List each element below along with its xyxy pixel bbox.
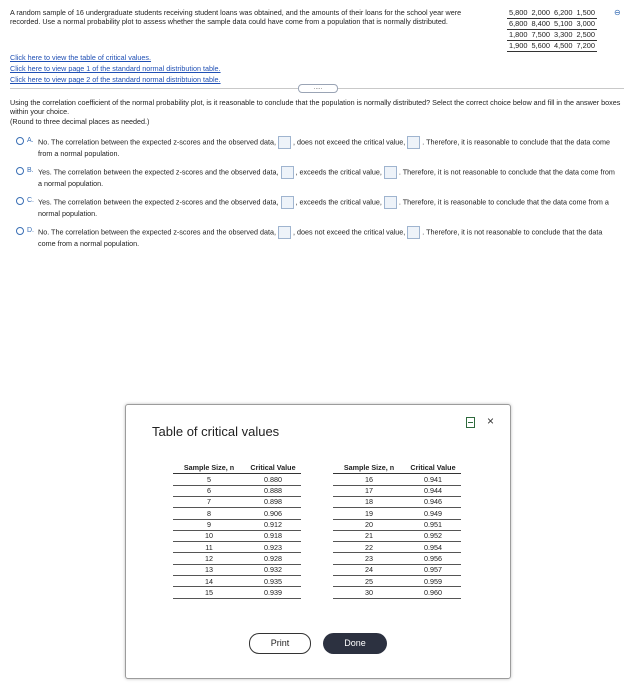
answer-box-critical[interactable] bbox=[407, 226, 420, 239]
critical-value-cell: 0.949 bbox=[405, 508, 461, 519]
sample-size-cell: 20 bbox=[333, 519, 405, 530]
choice-text-3: Therefore, it is not reasonable to conclude that the data come from a normal population. bbox=[38, 167, 615, 188]
column-header-sample-size: Sample Size, n bbox=[173, 463, 245, 474]
data-cell: 5,100 bbox=[554, 19, 573, 29]
choice-letter: A. bbox=[27, 137, 34, 144]
choice-text-1: Yes. The correlation between the expected z-scores and the observed data, bbox=[38, 197, 279, 207]
resource-links bbox=[10, 52, 221, 85]
radio-d[interactable] bbox=[16, 227, 24, 235]
column-header-critical-value: Critical Value bbox=[245, 463, 301, 474]
choice-text-3: Therefore, it is reasonable to conclude that the data come from a normal population. bbox=[38, 137, 610, 158]
data-cell: 4,500 bbox=[554, 41, 573, 51]
table-row bbox=[333, 530, 461, 541]
print-button[interactable]: Print bbox=[249, 633, 311, 654]
sample-size-cell: 8 bbox=[173, 508, 245, 519]
table-row bbox=[173, 474, 301, 485]
loan-data-table bbox=[507, 8, 597, 52]
minimize-icon[interactable] bbox=[466, 417, 475, 428]
problem-intro: A random sample of 16 undergraduate students receiving student loans was obtained, and the amounts of their loans for the school year were recorded. Use a normal probability plot to assess whether the sample data could have come from a population that is normally distributed. bbox=[10, 8, 462, 27]
data-row bbox=[507, 41, 597, 52]
answer-box-correlation[interactable] bbox=[278, 136, 291, 149]
choice-text-2: does not exceed the critical value, bbox=[297, 137, 406, 147]
data-row bbox=[507, 19, 597, 30]
table-row bbox=[173, 485, 301, 496]
answer-box-critical[interactable] bbox=[384, 166, 397, 179]
choice-text-2: exceeds the critical value, bbox=[299, 197, 382, 207]
dialog-title: Table of critical values bbox=[152, 424, 280, 439]
link-normal-table-page2[interactable]: Click here to view page 2 of the standard normal distribtuion table. bbox=[10, 75, 221, 84]
link-normal-table-page1[interactable]: Click here to view page 1 of the standard normal distribution table. bbox=[10, 64, 221, 73]
choice-text: No. The correlation between the expected z-scores and the observed data, , does not exceed the critical value, . Therefore, it is reasonable to conclude that the data come from a normal population. bbox=[38, 137, 610, 158]
critical-value-cell: 0.912 bbox=[245, 519, 301, 530]
question-prompt bbox=[10, 98, 625, 126]
sample-size-cell: 13 bbox=[173, 564, 245, 575]
data-cell: 2,500 bbox=[576, 30, 595, 40]
table-row bbox=[173, 587, 301, 598]
sample-size-cell: 17 bbox=[333, 485, 405, 496]
critical-value-cell: 0.946 bbox=[405, 496, 461, 507]
choice-text-2: does not exceed the critical value, bbox=[297, 227, 406, 237]
choice-text: Yes. The correlation between the expected z-scores and the observed data, , exceeds the critical value, . Therefore, it is reasonable to conclude that the data come from a normal population. bbox=[38, 197, 609, 218]
sample-size-cell: 9 bbox=[173, 519, 245, 530]
sample-size-cell: 18 bbox=[333, 496, 405, 507]
data-cell: 5,800 bbox=[509, 8, 528, 18]
sample-size-cell: 30 bbox=[333, 587, 405, 598]
sample-size-cell: 24 bbox=[333, 564, 405, 575]
sample-size-cell: 5 bbox=[173, 474, 245, 485]
choice-letter: B. bbox=[27, 167, 34, 174]
column-header-critical-value: Critical Value bbox=[405, 463, 461, 474]
critical-value-cell: 0.952 bbox=[405, 530, 461, 541]
choice-text: No. The correlation between the expected z-scores and the observed data, , does not exceed the critical value, . Therefore, it is not reasonable to conclude that the data come from a normal population. bbox=[38, 227, 603, 248]
sample-size-cell: 15 bbox=[173, 587, 245, 598]
answer-box-correlation[interactable] bbox=[281, 196, 294, 209]
critical-values-table-right bbox=[333, 463, 461, 599]
table-row bbox=[173, 576, 301, 587]
choice-letter: D. bbox=[27, 227, 34, 234]
table-row bbox=[333, 542, 461, 553]
table-row bbox=[173, 519, 301, 530]
sample-size-cell: 10 bbox=[173, 530, 245, 541]
radio-c[interactable] bbox=[16, 197, 24, 205]
sample-size-cell: 7 bbox=[173, 496, 245, 507]
answer-box-critical[interactable] bbox=[407, 136, 420, 149]
critical-value-cell: 0.941 bbox=[405, 474, 461, 485]
critical-value-cell: 0.935 bbox=[245, 576, 301, 587]
expand-button[interactable]: ..... bbox=[298, 84, 338, 93]
data-cell: 2,000 bbox=[531, 8, 550, 18]
critical-value-cell: 0.956 bbox=[405, 553, 461, 564]
critical-value-cell: 0.944 bbox=[405, 485, 461, 496]
data-cell: 1,900 bbox=[509, 41, 528, 51]
data-cell: 6,200 bbox=[554, 8, 573, 18]
sample-size-cell: 6 bbox=[173, 485, 245, 496]
critical-value-cell: 0.928 bbox=[245, 553, 301, 564]
table-row bbox=[333, 576, 461, 587]
data-row bbox=[507, 8, 597, 19]
data-cell: 8,400 bbox=[531, 19, 550, 29]
column-header-sample-size: Sample Size, n bbox=[333, 463, 405, 474]
choice-text-1: No. The correlation between the expected z-scores and the observed data, bbox=[38, 137, 276, 147]
critical-value-cell: 0.888 bbox=[245, 485, 301, 496]
critical-value-cell: 0.918 bbox=[245, 530, 301, 541]
table-row bbox=[173, 553, 301, 564]
sample-size-cell: 21 bbox=[333, 530, 405, 541]
critical-value-cell: 0.932 bbox=[245, 564, 301, 575]
table-row bbox=[333, 496, 461, 507]
data-cell: 1,800 bbox=[509, 30, 528, 40]
choice-letter: C. bbox=[27, 197, 34, 204]
critical-value-cell: 0.954 bbox=[405, 542, 461, 553]
critical-value-cell: 0.880 bbox=[245, 474, 301, 485]
sample-size-cell: 23 bbox=[333, 553, 405, 564]
data-cell: 1,500 bbox=[576, 8, 595, 18]
critical-value-cell: 0.939 bbox=[245, 587, 301, 598]
data-cell: 6,800 bbox=[509, 19, 528, 29]
round-note: (Round to three decimal places as needed.) bbox=[10, 116, 150, 126]
answer-box-correlation[interactable] bbox=[278, 226, 291, 239]
sample-size-cell: 19 bbox=[333, 508, 405, 519]
choice-text: Yes. The correlation between the expected z-scores and the observed data, , exceeds the critical value, . Therefore, it is not reasonable to conclude that the data come from a normal population. bbox=[38, 167, 615, 188]
table-row bbox=[333, 587, 461, 598]
table-row bbox=[333, 508, 461, 519]
sample-size-cell: 22 bbox=[333, 542, 405, 553]
critical-values-table-left bbox=[173, 463, 301, 599]
sample-size-cell: 16 bbox=[333, 474, 405, 485]
critical-value-cell: 0.959 bbox=[405, 576, 461, 587]
done-button[interactable]: Done bbox=[323, 633, 387, 654]
table-row bbox=[333, 519, 461, 530]
table-row bbox=[173, 496, 301, 507]
table-row bbox=[333, 553, 461, 564]
data-cell: 3,300 bbox=[554, 30, 573, 40]
data-cell: 5,600 bbox=[531, 41, 550, 51]
data-row bbox=[507, 30, 597, 41]
critical-value-cell: 0.957 bbox=[405, 564, 461, 575]
data-cell: 7,200 bbox=[576, 41, 595, 51]
sample-size-cell: 12 bbox=[173, 553, 245, 564]
answer-box-correlation[interactable] bbox=[281, 166, 294, 179]
critical-value-cell: 0.960 bbox=[405, 587, 461, 598]
choice-text-2: exceeds the critical value, bbox=[299, 167, 382, 177]
data-cell: 3,000 bbox=[576, 19, 595, 29]
sample-size-cell: 11 bbox=[173, 542, 245, 553]
critical-values-dialog bbox=[125, 404, 511, 679]
critical-value-cell: 0.951 bbox=[405, 519, 461, 530]
link-critical-values[interactable]: Click here to view the table of critical values. bbox=[10, 53, 152, 62]
table-row bbox=[333, 485, 461, 496]
question-text: Using the correlation coefficient of the normal probability plot, is it reasonable to conclude that the population is normally distributed? Select the correct choice below and fill in the answer boxes within your choice. bbox=[10, 98, 621, 117]
answer-box-critical[interactable] bbox=[384, 196, 397, 209]
sample-size-cell: 25 bbox=[333, 576, 405, 587]
table-row bbox=[173, 508, 301, 519]
table-row bbox=[173, 564, 301, 575]
close-icon[interactable]: × bbox=[487, 414, 495, 428]
radio-a[interactable] bbox=[16, 137, 24, 145]
critical-value-cell: 0.898 bbox=[245, 496, 301, 507]
table-row bbox=[173, 530, 301, 541]
critical-value-cell: 0.906 bbox=[245, 508, 301, 519]
table-row bbox=[333, 564, 461, 575]
data-cell: 7,500 bbox=[531, 30, 550, 40]
table-row bbox=[333, 474, 461, 485]
choice-text-3: Therefore, it is not reasonable to conclude that the data come from a normal population. bbox=[38, 227, 603, 248]
copy-data-icon[interactable]: ⊖ bbox=[614, 8, 621, 17]
radio-b[interactable] bbox=[16, 167, 24, 175]
choice-text-1: No. The correlation between the expected z-scores and the observed data, bbox=[38, 227, 276, 237]
choice-text-3: Therefore, it is reasonable to conclude that the data come from a normal population. bbox=[38, 197, 609, 218]
choice-text-1: Yes. The correlation between the expected z-scores and the observed data, bbox=[38, 167, 279, 177]
table-row bbox=[173, 542, 301, 553]
sample-size-cell: 14 bbox=[173, 576, 245, 587]
critical-value-cell: 0.923 bbox=[245, 542, 301, 553]
